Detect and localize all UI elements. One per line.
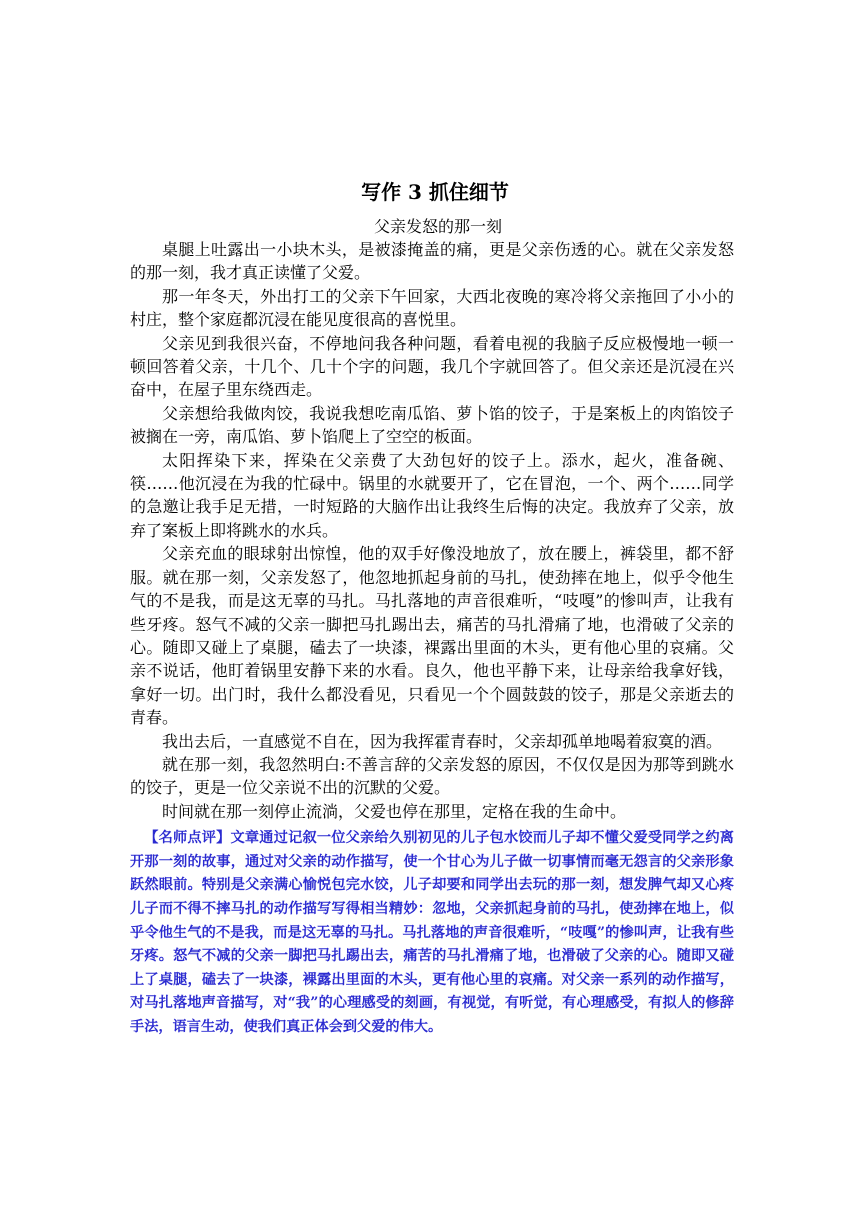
page-title: 写作 3 抓住细节 xyxy=(361,180,509,204)
paragraph: 时间就在那一刻停止流淌，父爱也停在那里，定格在我的生命中。 xyxy=(162,801,627,821)
paragraph: 那一年冬天，外出打工的父亲下午回家，大西北夜晚的寒冷将父亲拖回了小小的村庄，整个家庭都沉浸在能见度很高的喜悦里。 xyxy=(130,286,734,330)
comment-label: 【名师点评】 xyxy=(144,830,231,847)
essay-title: 父亲发怒的那一刻 xyxy=(373,217,502,236)
essay-body xyxy=(130,238,734,823)
paragraph: 父亲充血的眼球射出惊惶，他的双手好像没地放了，放在腰上，裤袋里，都不舒服。就在那一刻，父亲发怒了，他忽地抓起身前的马扎，使劲摔在地上，似乎令他生气的不是我，而是这无辜的马扎。马扎落地的声音很难听，“吱嘎”的惨叫声，让我有些牙疼。怒气不减的父亲一脚把马扎踢出去，痛苦的马扎滑痛了地，也滑破了父亲的心。随即又碰上了桌腿，磕去了一块漆，裸露出里面的木头，更有他心里的哀痛。父亲不说话，他盯着锅里安静下来的水看。良久，他也平静下来，让母亲给我拿好钱，拿好一切。出门时，我什么都没看见，只看见一个个圆鼓鼓的饺子，那是父亲逝去的青春。 xyxy=(130,544,734,728)
paragraph: 太阳挥染下来，挥染在父亲费了大劲包好的饺子上。添水，起火，准备碗、筷……他沉浸在为我的忙碌中。锅里的水就要开了，它在冒泡，一个、两个……同学的急邀让我手足无措，一时短路的大脑作出让我终生后悔的决定。我放弃了父亲，放弃了案板上即将跳水的水兵。 xyxy=(130,450,734,540)
paragraph: 就在那一刻，我忽然明白:不善言辞的父亲发怒的原因，不仅仅是因为那等到跳水的饺子，更是一位父亲说不出的沉默的父爱。 xyxy=(130,754,734,798)
comment-text: 文章通过记叙一位父亲给久别初见的儿子包水饺而儿子却不懂父爱受同学之约离开那一刻的故事，通过对父亲的动作描写，使一个甘心为儿子做一切事情而毫无怨言的父亲形象跃然眼前。特别是父亲满心愉悦包完水饺，儿子却要和同学出去玩的那一刻，想发脾气却又心疼儿子而不得不摔马扎的动作描写写得相当精妙：忽地，父亲抓起身前的马扎，使劲摔在地上，似乎令他生气的不是我，而是这无辜的马扎。马扎落地的声音很难听，“吱嘎”的惨叫声，让我有些牙疼。怒气不减的父亲一脚把马扎踢出去，痛苦的马扎滑痛了地，也滑破了父亲的心。随即又碰上了桌腿，磕去了一块漆，裸露出里面的木头，更有他心里的哀痛。对父亲一系列的动作描写，对马扎落地声音描写，对“我”的心理感受的刻画，有视觉，有听觉，有心理感受，有拟人的修辞手法，语言生动，使我们真正体会到父爱的伟大。 xyxy=(130,830,734,1035)
document-page xyxy=(130,178,734,1040)
paragraph: 桌腿上吐露出一小块木头，是被漆掩盖的痛，更是父亲伤透的心。就在父亲发怒的那一刻，我才真正读懂了父爱。 xyxy=(130,240,734,283)
teacher-comment xyxy=(130,827,734,1039)
paragraph: 我出去后，一直感觉不自在，因为我挥霍青春时，父亲却孤单地喝着寂寞的酒。 xyxy=(162,731,723,751)
paragraph: 父亲见到我很兴奋，不停地问我各种问题，看着电视的我脑子反应极慢地一顿一顿回答着父亲，十几个、几十个字的问题，我几个字就回答了。但父亲还是沉浸在兴奋中，在屋子里东绕西走。 xyxy=(130,333,734,400)
paragraph: 父亲想给我做肉饺，我说我想吃南瓜馅、萝卜馅的饺子，于是案板上的肉馅饺子被搁在一旁，南瓜馅、萝卜馅爬上了空空的板面。 xyxy=(130,403,734,447)
